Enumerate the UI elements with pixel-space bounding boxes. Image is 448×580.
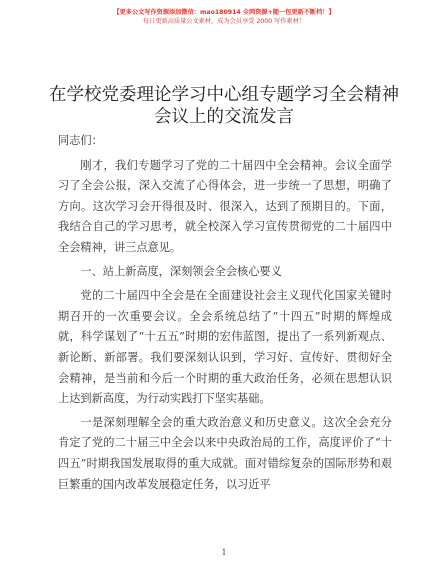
document-title-line2: 会议上的交流发言: [154, 107, 294, 127]
promo-banner: [0, 8, 448, 26]
paragraph: 一是深刻理解全会的重大政治意义和历史意义。这次全会充分肯定了党的二十届三中全会以来中央政治局的工作，高度评价了“十四五”时期我国发展取得的重大成就。面对错综复杂的国际形势和艰巨繁重的国内改革发展稳定任务，以习近平: [58, 415, 392, 491]
document-title-line1: 在学校党委理论学习中心组专题学习全会精神: [49, 85, 399, 105]
paragraph: 刚才，我们专题学习了党的二十届四中全会精神。会议全面学习了全会公报，深入交流了心得体会，进一步统一了思想，明确了方向。这次学习会开得很及时、很深入，达到了预期目的。下面，我结合自己的学习思考，就全校深入学习宣传贯彻党的二十届四中全会精神，讲三点意见。: [58, 158, 392, 254]
promo-banner-line2: 每日更新高质量公文素材，成为会员享受 2000 写作素材！: [143, 18, 305, 25]
document-body: [58, 131, 392, 498]
section-heading: 一、站上新高度，深刻领会全会核心要义: [80, 264, 282, 278]
document-title: [0, 84, 448, 128]
paragraph: 党的二十届四中全会是在全面建设社会主义现代化国家关键时期召开的一次重要会议。全会系统总结了“十四五”时期的辉煌成就，科学谋划了“十五五”时期的宏伟蓝图，提出了一系列新观点、新论断、新部署。我们要深刻认识到，学习好、宣传好、贯彻好全会精神，是当前和今后一个时期的重大政治任务，必须在思想认识上达到新高度，为行动实践打下坚实基础。: [58, 289, 392, 406]
promo-banner-line1: 【更多公文写作资源添加微信：mao180914 全网资源+随一包更新不断档！】: [113, 9, 335, 16]
salutation: 同志们：: [58, 134, 103, 147]
page-number: 1: [221, 548, 227, 557]
